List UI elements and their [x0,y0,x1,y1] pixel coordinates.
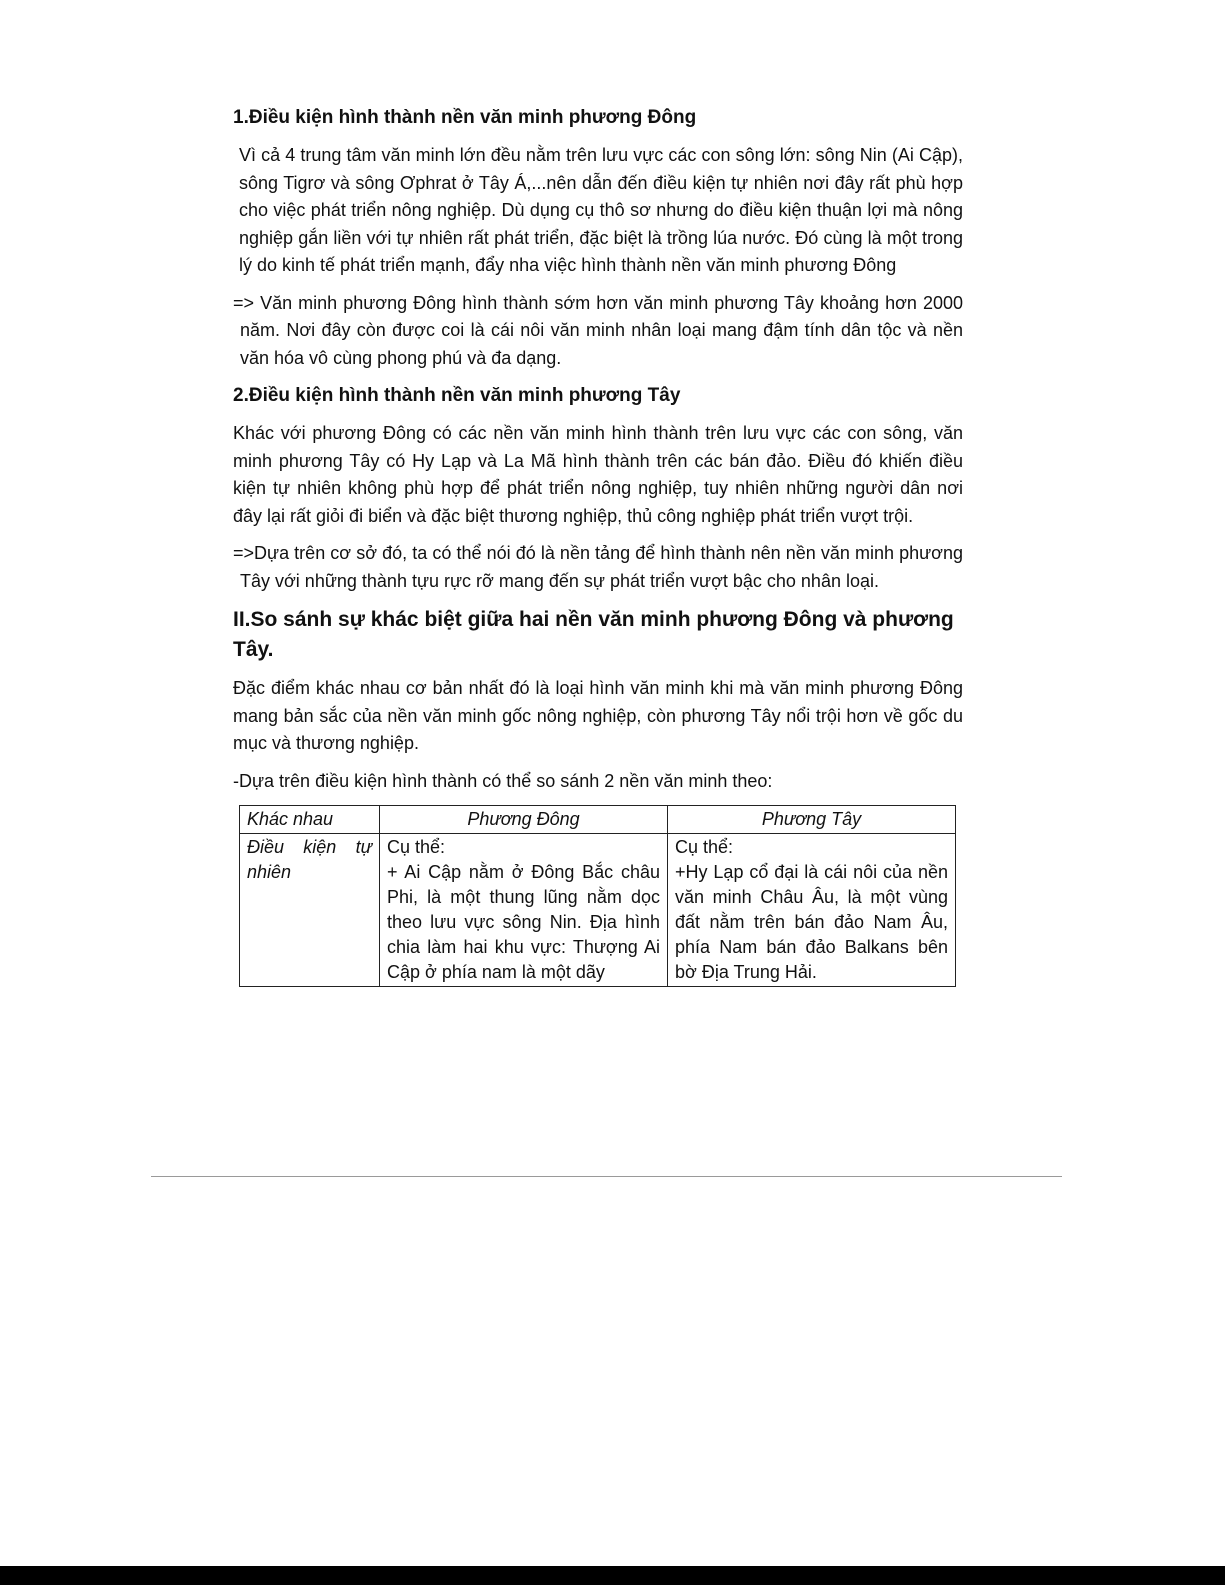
section-heading-west: 2.Điều kiện hình thành nền văn minh phương Tây [233,385,681,406]
paragraph-west-conclusion: =>Dựa trên cơ sở đó, ta có thể nói đó là nền tảng để hình thành nên nền văn minh phương Tây với những thành tựu rực rỡ mang đến sự phát triển vượt bậc cho nhân loại. [233,543,963,591]
cell-line: +Hy Lạp cổ đại là cái nôi của nền văn minh Châu Âu, là một vùng đất nằm trên bán đảo Nam Âu, phía Nam bán đảo Balkans bên bờ Địa Trung Hải. [675,862,948,982]
cell-line: Cụ thể: [387,837,446,857]
paragraph-west-conditions: Khác với phương Đông có các nền văn minh hình thành trên lưu vực các con sông, văn minh phương Tây có Hy Lạp và La Mã hình thành trên các bán đảo. Điều đó khiến điều kiện tự nhiên không phù hợp để phát triển nông nghiệp, tuy nhiên những người dân nơi đây lại rất giỏi đi biển và đặc biệt thương nghiệp, thủ công nghiệp phát triển vượt trội. [233,423,963,526]
comparison-table [239,805,956,987]
paragraph-east-conclusion: => Văn minh phương Đông hình thành sớm hơn văn minh phương Tây khoảng hơn 2000 năm. Nơi đây còn được coi là cái nôi văn minh nhân loại mang đậm tính dân tộc và nền văn hóa vô cùng phong phú và đa dạng. [233,292,963,368]
paragraph-comparison: Đặc điểm khác nhau cơ bản nhất đó là loại hình văn minh khi mà văn minh phương Đông mang bản sắc của nền văn minh gốc nông nghiệp, còn phương Tây nổi trội hơn về gốc du mục và thương nghiệp. [233,678,963,753]
table-header-row [240,806,956,834]
page-separator [151,1176,1062,1177]
table-row-label: Điều kiện tự nhiên [240,834,380,987]
cell-line: + Ai Cập nằm ở Đông Bắc châu Phi, là một thung lũng nằm dọc theo lưu vực sông Nin. Địa hình chia làm hai khu vực: Thượng Ai Cập ở phía nam là một dãy [387,862,660,982]
section-heading-comparison: II.So sánh sự khác biệt giữa hai nền văn minh phương Đông và phương Tây. [233,608,954,661]
bottom-bar [0,1566,1225,1585]
table-cell-east [380,834,668,987]
table-header-cell: Phương Tây [668,806,956,834]
table-cell-west [668,834,956,987]
section-heading-east: 1.Điều kiện hình thành nền văn minh phương Đông [233,107,697,128]
table-row [240,834,956,987]
table-header-cell: Khác nhau [240,806,380,834]
cell-line: Cụ thể: [675,837,734,857]
page-content [233,104,963,987]
paragraph-east-conditions: Vì cả 4 trung tâm văn minh lớn đều nằm trên lưu vực các con sông lớn: sông Nin (Ai Cập), sông Tigrơ và sông Ơphrat ở Tây Á,...nên dẫn đến điều kiện tự nhiên nơi đây rất phù hợp cho việc phát triển nông nghiệp. Dù dụng cụ thô sơ nhưng do điều kiện thuận lợi mà nông nghiệp gắn liền với tự nhiên rất phát triển, đặc biệt là trồng lúa nước. Đó cùng là một trong lý do kinh tế phát triển mạnh, đẩy nha việc hình thành nền văn minh phương Đông [239,145,963,275]
table-header-cell: Phương Đông [380,806,668,834]
paragraph-table-intro: -Dựa trên điều kiện hình thành có thể so sánh 2 nền văn minh theo: [233,770,773,791]
